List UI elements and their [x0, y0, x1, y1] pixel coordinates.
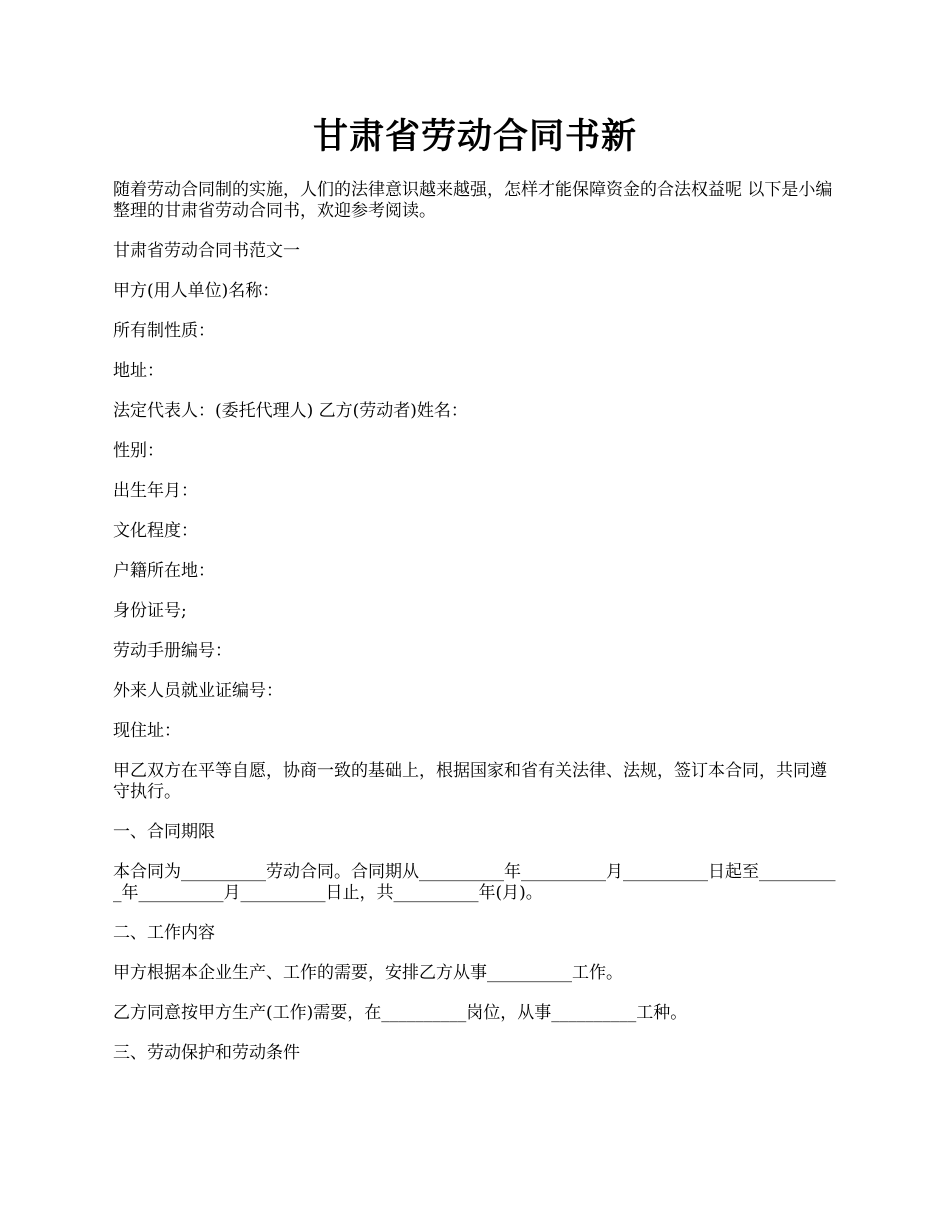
birth-date-field: 出生年月： [113, 481, 198, 501]
address-field: 地址： [113, 361, 164, 381]
document-title: 甘肃省劳动合同书新 [312, 116, 637, 157]
section-heading-work: 二、工作内容 [113, 923, 215, 943]
position-paragraph: 乙方同意按甲方生产(工作)需要，在__________岗位，从事__________工种。 [113, 1003, 688, 1023]
document-body [113, 180, 838, 1083]
agreement-paragraph: 甲乙双方在平等自愿，协商一致的基础上，根据国家和省有关法律、法规，签订本合同，共同遵守执行。 [113, 761, 827, 802]
current-address-field: 现住址： [113, 721, 181, 741]
ownership-field: 所有制性质： [113, 321, 215, 341]
education-field: 文化程度： [113, 521, 198, 541]
representative-field: 法定代表人：(委托代理人) 乙方(劳动者)姓名： [113, 401, 468, 421]
contract-term-paragraph: 本合同为__________劳动合同。合同期从__________年__________月__________日起至__________年__________月__________日止，共__________年(月)。 [113, 862, 836, 903]
sample-heading: 甘肃省劳动合同书范文一 [113, 241, 300, 261]
employer-name-field: 甲方(用人单位)名称： [113, 281, 280, 301]
labor-handbook-field: 劳动手册编号： [113, 641, 232, 661]
section-heading-term: 一、合同期限 [113, 822, 215, 842]
household-register-field: 户籍所在地： [113, 561, 215, 581]
work-assignment-paragraph: 甲方根据本企业生产、工作的需要，安排乙方从事__________工作。 [113, 963, 623, 983]
intro-paragraph: 随着劳动合同制的实施，人们的法律意识越来越强，怎样才能保障资金的合法权益呢 以下是小编整理的甘肃省劳动合同书，欢迎参考阅读。 [113, 180, 833, 221]
section-heading-protection: 三、劳动保护和劳动条件 [113, 1043, 300, 1063]
id-number-field: 身份证号; [113, 601, 187, 621]
gender-field: 性别： [113, 441, 164, 461]
employment-permit-field: 外来人员就业证编号： [113, 681, 283, 701]
